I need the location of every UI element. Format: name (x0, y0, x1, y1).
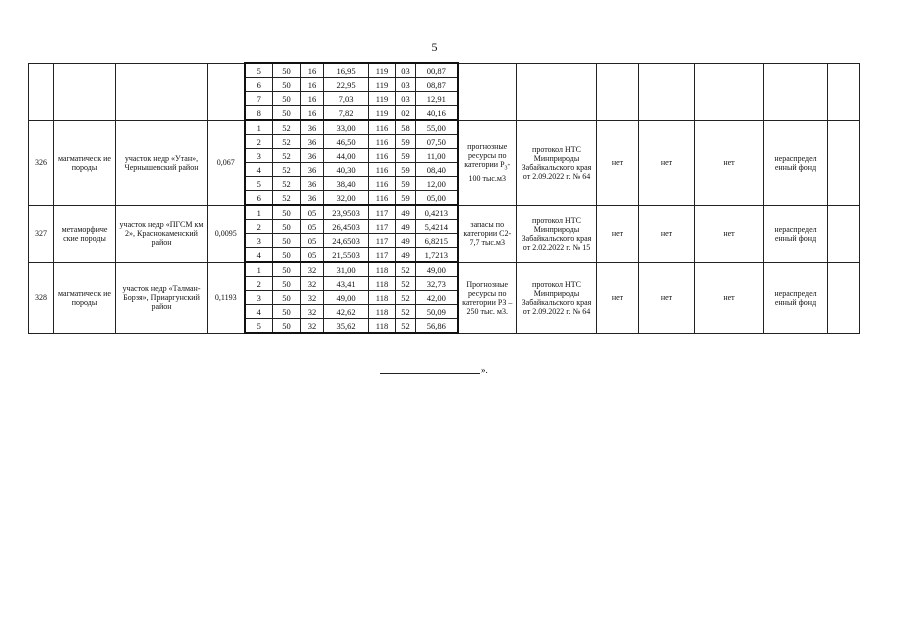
coord-sec-lat-cell: 42,62 (324, 305, 369, 319)
coord-deg-lon-cell: 118 (369, 277, 396, 291)
coord-sec-lat-cell: 35,62 (324, 319, 369, 334)
coord-min-lat-cell: 05 (301, 220, 324, 234)
continuation-row (29, 63, 860, 78)
fund-status-cell: нераспредел енный фонд (764, 205, 828, 262)
coord-min-lon-cell: 49 (396, 220, 416, 234)
continuation-empty-cell (828, 63, 860, 120)
coord-sec-lat-cell: 21,5503 (324, 248, 369, 263)
coord-sec-lon-cell: 12,00 (416, 177, 458, 191)
coord-min-lat-cell: 32 (301, 305, 324, 319)
coord-min-lon-cell: 03 (396, 63, 416, 78)
column-b-cell: нет (639, 120, 695, 205)
coord-min-lon-cell: 49 (396, 248, 416, 263)
resources-text: Прогнозные ресурсы по категории РЗ – 250 тыс. м3. (462, 279, 513, 316)
coord-deg-lat-cell: 52 (273, 120, 301, 135)
coord-n-cell: 7 (245, 92, 273, 106)
coord-deg-lon-cell: 116 (369, 177, 396, 191)
trailing-empty-cell (828, 262, 860, 333)
fund-status-cell: нераспредел енный фонд (764, 262, 828, 333)
resources-text: прогнозные ресурсы по категории Р (464, 142, 508, 170)
area-cell: 0,1193 (208, 262, 245, 333)
entry-number-cell: 327 (29, 205, 54, 262)
rock-type-cell: магматическ ие породы (54, 120, 116, 205)
coord-deg-lat-cell: 50 (273, 305, 301, 319)
continuation-empty-cell (639, 63, 695, 120)
coord-sec-lat-cell: 43,41 (324, 277, 369, 291)
coord-sec-lat-cell: 46,50 (324, 135, 369, 149)
coord-sec-lat-cell: 24,6503 (324, 234, 369, 248)
entry-number-cell: 328 (29, 262, 54, 333)
coord-deg-lon-cell: 116 (369, 135, 396, 149)
coord-min-lat-cell: 36 (301, 163, 324, 177)
coord-deg-lon-cell: 116 (369, 163, 396, 177)
resources-cell (458, 205, 517, 262)
coord-sec-lon-cell: 07,50 (416, 135, 458, 149)
column-a-cell: нет (597, 205, 639, 262)
coord-sec-lon-cell: 08,87 (416, 78, 458, 92)
continuation-empty-cell (458, 63, 517, 120)
coord-sec-lon-cell: 11,00 (416, 149, 458, 163)
coord-min-lat-cell: 16 (301, 78, 324, 92)
coord-n-cell: 1 (245, 205, 273, 220)
coord-deg-lon-cell: 119 (369, 63, 396, 78)
resources-cell (458, 262, 517, 333)
coord-n-cell: 5 (245, 177, 273, 191)
coord-deg-lon-cell: 119 (369, 92, 396, 106)
coord-sec-lon-cell: 00,87 (416, 63, 458, 78)
coord-sec-lon-cell: 42,00 (416, 291, 458, 305)
coord-n-cell: 3 (245, 234, 273, 248)
coord-sec-lat-cell: 7,82 (324, 106, 369, 121)
coord-sec-lon-cell: 12,91 (416, 92, 458, 106)
coord-deg-lat-cell: 52 (273, 163, 301, 177)
page-number: 5 (431, 40, 438, 54)
coord-deg-lat-cell: 50 (273, 262, 301, 277)
coord-deg-lon-cell: 117 (369, 205, 396, 220)
coord-n-cell: 1 (245, 262, 273, 277)
coord-sec-lat-cell: 32,00 (324, 191, 369, 206)
coord-sec-lat-cell: 33,00 (324, 120, 369, 135)
protocol-cell: протокол НТС Минприроды Забайкальского края от 2.02.2022 г. № 15 (517, 205, 597, 262)
coord-deg-lat-cell: 50 (273, 220, 301, 234)
closing-line (375, 365, 491, 375)
protocol-cell: протокол НТС Минприроды Забайкальского края от 2.09.2022 г. № 64 (517, 120, 597, 205)
site-name-cell: участок недр «Утан», Чернышевский район (116, 120, 208, 205)
coord-deg-lon-cell: 117 (369, 234, 396, 248)
coord-sec-lon-cell: 05,00 (416, 191, 458, 206)
continuation-empty-cell (116, 63, 208, 120)
coord-min-lon-cell: 49 (396, 234, 416, 248)
coord-n-cell: 2 (245, 135, 273, 149)
coord-deg-lat-cell: 52 (273, 135, 301, 149)
coord-n-cell: 5 (245, 63, 273, 78)
coord-n-cell: 2 (245, 220, 273, 234)
column-c-cell: нет (695, 120, 764, 205)
coord-min-lon-cell: 52 (396, 319, 416, 334)
coord-sec-lat-cell: 7,03 (324, 92, 369, 106)
protocol-cell: протокол НТС Минприроды Забайкальского края от 2.09.2022 г. № 64 (517, 262, 597, 333)
coord-deg-lat-cell: 50 (273, 291, 301, 305)
trailing-empty-cell (828, 120, 860, 205)
entry-row (29, 120, 860, 135)
coord-n-cell: 2 (245, 277, 273, 291)
coord-min-lon-cell: 59 (396, 191, 416, 206)
rock-type-cell: метаморфиче ские породы (54, 205, 116, 262)
trailing-empty-cell (828, 205, 860, 262)
coord-min-lon-cell: 59 (396, 135, 416, 149)
coord-n-cell: 4 (245, 305, 273, 319)
coord-min-lat-cell: 36 (301, 135, 324, 149)
continuation-empty-cell (695, 63, 764, 120)
coord-n-cell: 3 (245, 291, 273, 305)
fund-status-cell: нераспредел енный фонд (764, 120, 828, 205)
column-a-cell: нет (597, 120, 639, 205)
coord-sec-lon-cell: 49,00 (416, 262, 458, 277)
column-b-cell: нет (639, 262, 695, 333)
column-a-cell: нет (597, 262, 639, 333)
coord-deg-lat-cell: 52 (273, 149, 301, 163)
coord-min-lat-cell: 36 (301, 191, 324, 206)
coord-min-lat-cell: 05 (301, 234, 324, 248)
coord-n-cell: 8 (245, 106, 273, 121)
coord-deg-lon-cell: 116 (369, 120, 396, 135)
continuation-empty-cell (597, 63, 639, 120)
resources-text: запасы по категории С2-7,7 тыс.м3 (463, 220, 512, 247)
coord-min-lat-cell: 32 (301, 262, 324, 277)
entry-number-cell: 326 (29, 120, 54, 205)
continuation-empty-cell (29, 63, 54, 120)
coord-n-cell: 6 (245, 78, 273, 92)
coord-sec-lon-cell: 0,4213 (416, 205, 458, 220)
coord-sec-lon-cell: 5,4214 (416, 220, 458, 234)
column-b-cell: нет (639, 205, 695, 262)
coord-sec-lon-cell: 32,73 (416, 277, 458, 291)
coord-sec-lat-cell: 22,95 (324, 78, 369, 92)
area-cell: 0,0095 (208, 205, 245, 262)
coord-min-lat-cell: 36 (301, 177, 324, 191)
coord-min-lat-cell: 32 (301, 319, 324, 334)
coord-sec-lat-cell: 26,4503 (324, 220, 369, 234)
coord-deg-lon-cell: 117 (369, 248, 396, 263)
coord-deg-lat-cell: 52 (273, 191, 301, 206)
coord-sec-lon-cell: 56,86 (416, 319, 458, 334)
coord-deg-lon-cell: 116 (369, 149, 396, 163)
coord-deg-lon-cell: 118 (369, 291, 396, 305)
coord-min-lon-cell: 59 (396, 177, 416, 191)
coord-min-lat-cell: 16 (301, 106, 324, 121)
coord-min-lon-cell: 49 (396, 205, 416, 220)
coord-deg-lat-cell: 50 (273, 78, 301, 92)
coord-n-cell: 3 (245, 149, 273, 163)
coord-deg-lat-cell: 50 (273, 106, 301, 121)
coord-min-lon-cell: 02 (396, 106, 416, 121)
resources-category-subscript: 3 (504, 165, 508, 172)
coord-sec-lon-cell: 40,16 (416, 106, 458, 121)
site-name-cell: участок недр «ПГСМ км 2», Краснокаменский район (116, 205, 208, 262)
resources-cell (458, 120, 517, 205)
coord-deg-lon-cell: 119 (369, 106, 396, 121)
coord-deg-lat-cell: 52 (273, 177, 301, 191)
coord-sec-lat-cell: 40,30 (324, 163, 369, 177)
coord-n-cell: 5 (245, 319, 273, 334)
coord-n-cell: 1 (245, 120, 273, 135)
coord-deg-lon-cell: 117 (369, 220, 396, 234)
column-c-cell: нет (695, 205, 764, 262)
entry-row (29, 205, 860, 220)
coord-min-lon-cell: 52 (396, 262, 416, 277)
coord-min-lat-cell: 36 (301, 149, 324, 163)
continuation-empty-cell (764, 63, 828, 120)
coord-min-lon-cell: 52 (396, 291, 416, 305)
rock-type-cell: магматическ ие породы (54, 262, 116, 333)
coord-min-lon-cell: 52 (396, 277, 416, 291)
coord-sec-lat-cell: 16,95 (324, 63, 369, 78)
coord-min-lat-cell: 32 (301, 291, 324, 305)
coord-min-lon-cell: 52 (396, 305, 416, 319)
coord-deg-lat-cell: 50 (273, 319, 301, 334)
coord-deg-lat-cell: 50 (273, 92, 301, 106)
coord-sec-lon-cell: 55,00 (416, 120, 458, 135)
coord-n-cell: 4 (245, 248, 273, 263)
coord-sec-lat-cell: 44,00 (324, 149, 369, 163)
coord-min-lat-cell: 05 (301, 248, 324, 263)
coord-min-lat-cell: 36 (301, 120, 324, 135)
coord-deg-lat-cell: 50 (273, 234, 301, 248)
coord-deg-lon-cell: 119 (369, 78, 396, 92)
continuation-empty-cell (54, 63, 116, 120)
coord-deg-lon-cell: 116 (369, 191, 396, 206)
coord-n-cell: 4 (245, 163, 273, 177)
entry-row (29, 262, 860, 277)
registry-table (28, 62, 860, 334)
coord-sec-lat-cell: 31,00 (324, 262, 369, 277)
resources-amount: -100 тыс.м3 (468, 160, 511, 183)
coord-min-lat-cell: 16 (301, 63, 324, 78)
coord-sec-lon-cell: 08,40 (416, 163, 458, 177)
coord-min-lat-cell: 16 (301, 92, 324, 106)
coord-sec-lat-cell: 38,40 (324, 177, 369, 191)
coord-sec-lon-cell: 1,7213 (416, 248, 458, 263)
coord-sec-lat-cell: 49,00 (324, 291, 369, 305)
area-cell: 0,067 (208, 120, 245, 205)
site-name-cell: участок недр «Талман-Борзя», Приаргунский район (116, 262, 208, 333)
coord-deg-lat-cell: 50 (273, 277, 301, 291)
coord-deg-lat-cell: 50 (273, 248, 301, 263)
coord-min-lat-cell: 32 (301, 277, 324, 291)
coord-deg-lon-cell: 118 (369, 305, 396, 319)
continuation-empty-cell (208, 63, 245, 120)
coord-min-lon-cell: 59 (396, 163, 416, 177)
coord-deg-lon-cell: 118 (369, 262, 396, 277)
signature-underline (380, 373, 480, 374)
column-c-cell: нет (695, 262, 764, 333)
continuation-empty-cell (517, 63, 597, 120)
coord-sec-lon-cell: 50,09 (416, 305, 458, 319)
coord-min-lon-cell: 03 (396, 92, 416, 106)
coord-sec-lon-cell: 6,8215 (416, 234, 458, 248)
coord-deg-lat-cell: 50 (273, 63, 301, 78)
coord-sec-lat-cell: 23,9503 (324, 205, 369, 220)
coord-min-lat-cell: 05 (301, 205, 324, 220)
coord-min-lon-cell: 58 (396, 120, 416, 135)
coord-min-lon-cell: 03 (396, 78, 416, 92)
coord-deg-lat-cell: 50 (273, 205, 301, 220)
coord-n-cell: 6 (245, 191, 273, 206)
coord-deg-lon-cell: 118 (369, 319, 396, 334)
coord-min-lon-cell: 59 (396, 149, 416, 163)
closing-quote: ». (481, 365, 488, 375)
